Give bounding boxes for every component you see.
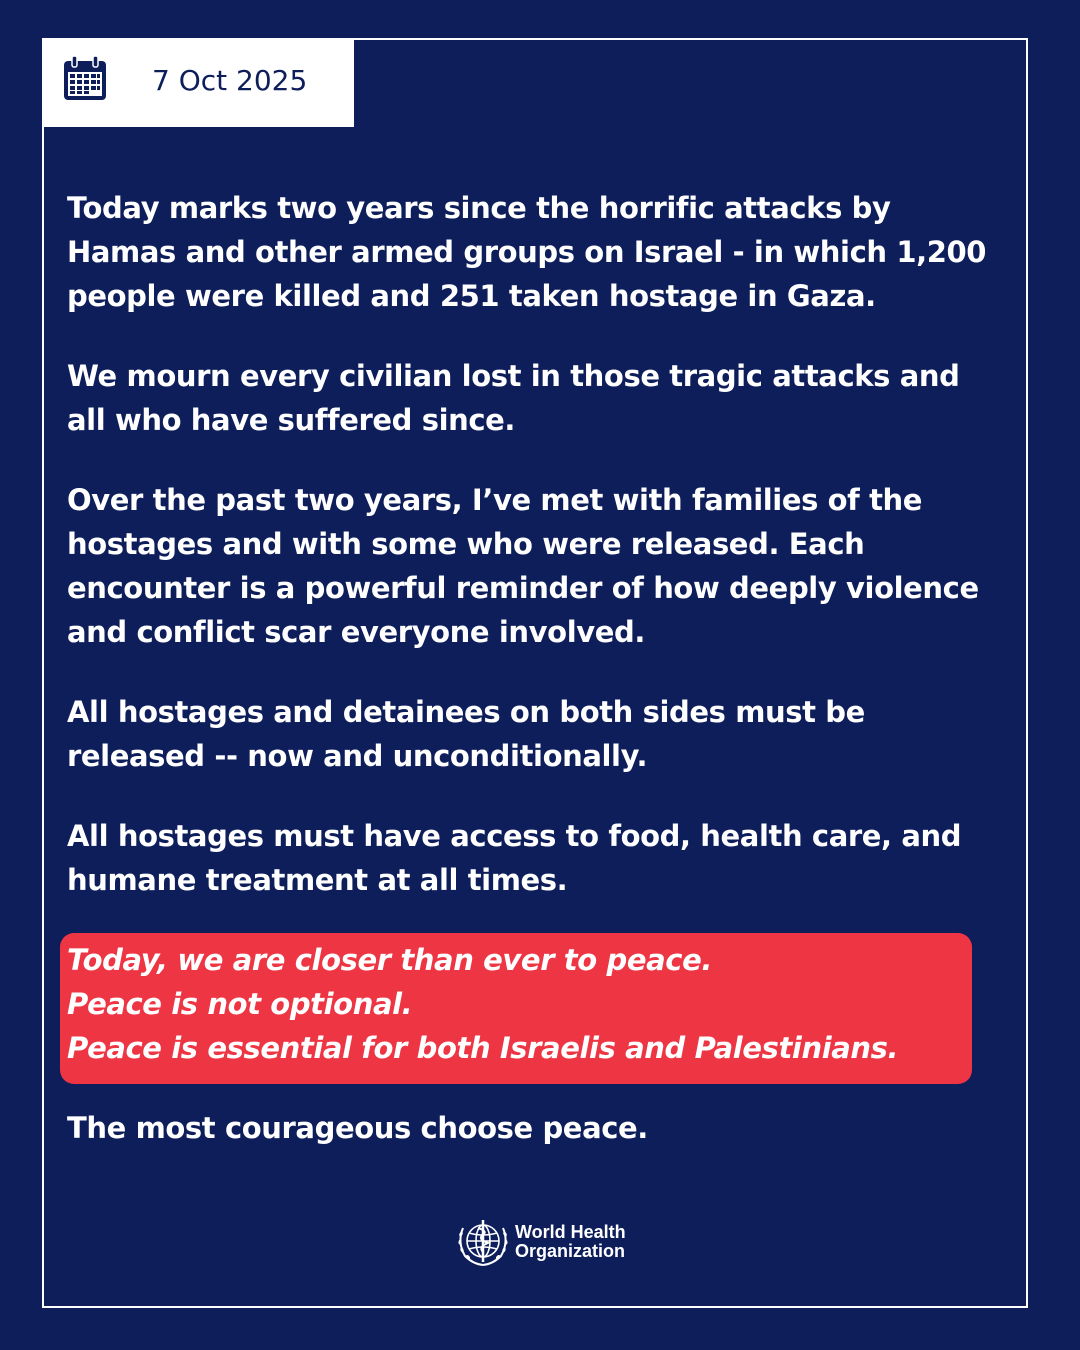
statement-body xyxy=(67,186,1002,938)
who-wordmark-line2: Organization xyxy=(515,1241,626,1261)
highlight-line: Today, we are closer than ever to peace. xyxy=(67,943,712,977)
paragraph-line: released -- now and unconditionally. xyxy=(67,739,648,773)
paragraph xyxy=(67,478,1002,654)
paragraph-line: Today marks two years since the horrific attacks by xyxy=(67,191,891,225)
paragraph-line: and conflict scar everyone involved. xyxy=(67,615,645,649)
paragraph-line: hostages and with some who were released. Each xyxy=(67,527,865,561)
paragraph-line: humane treatment at all times. xyxy=(67,863,568,897)
closing-line: The most courageous choose peace. xyxy=(67,1111,648,1145)
calendar-icon xyxy=(64,56,106,100)
who-wordmark xyxy=(515,1223,626,1261)
who-logo xyxy=(455,1216,626,1268)
paragraph-line: All hostages must have access to food, health care, and xyxy=(67,819,962,853)
date-tab xyxy=(42,38,354,127)
paragraph xyxy=(67,690,1002,778)
highlight-text xyxy=(67,938,898,1070)
paragraph-line: We mourn every civilian lost in those tragic attacks and xyxy=(67,359,960,393)
who-emblem-icon xyxy=(455,1216,511,1268)
paragraph-line: people were killed and 251 taken hostage in Gaza. xyxy=(67,279,876,313)
paragraph xyxy=(67,354,1002,442)
paragraph xyxy=(67,814,1002,902)
paragraph-line: Hamas and other armed groups on Israel - in which 1,200 xyxy=(67,235,987,269)
paragraph-line: all who have suffered since. xyxy=(67,403,516,437)
paragraph-line: Over the past two years, I’ve met with families of the xyxy=(67,483,923,517)
paragraph-line: encounter is a powerful reminder of how deeply violence xyxy=(67,571,979,605)
highlight-line: Peace is not optional. xyxy=(67,987,413,1021)
who-wordmark-line1: World Health xyxy=(515,1222,626,1242)
date-label: 7 Oct 2025 xyxy=(152,64,308,97)
paragraph-line: All hostages and detainees on both sides must be xyxy=(67,695,865,729)
paragraph xyxy=(67,186,1002,318)
highlight-line: Peace is essential for both Israelis and Palestinians. xyxy=(67,1031,899,1065)
